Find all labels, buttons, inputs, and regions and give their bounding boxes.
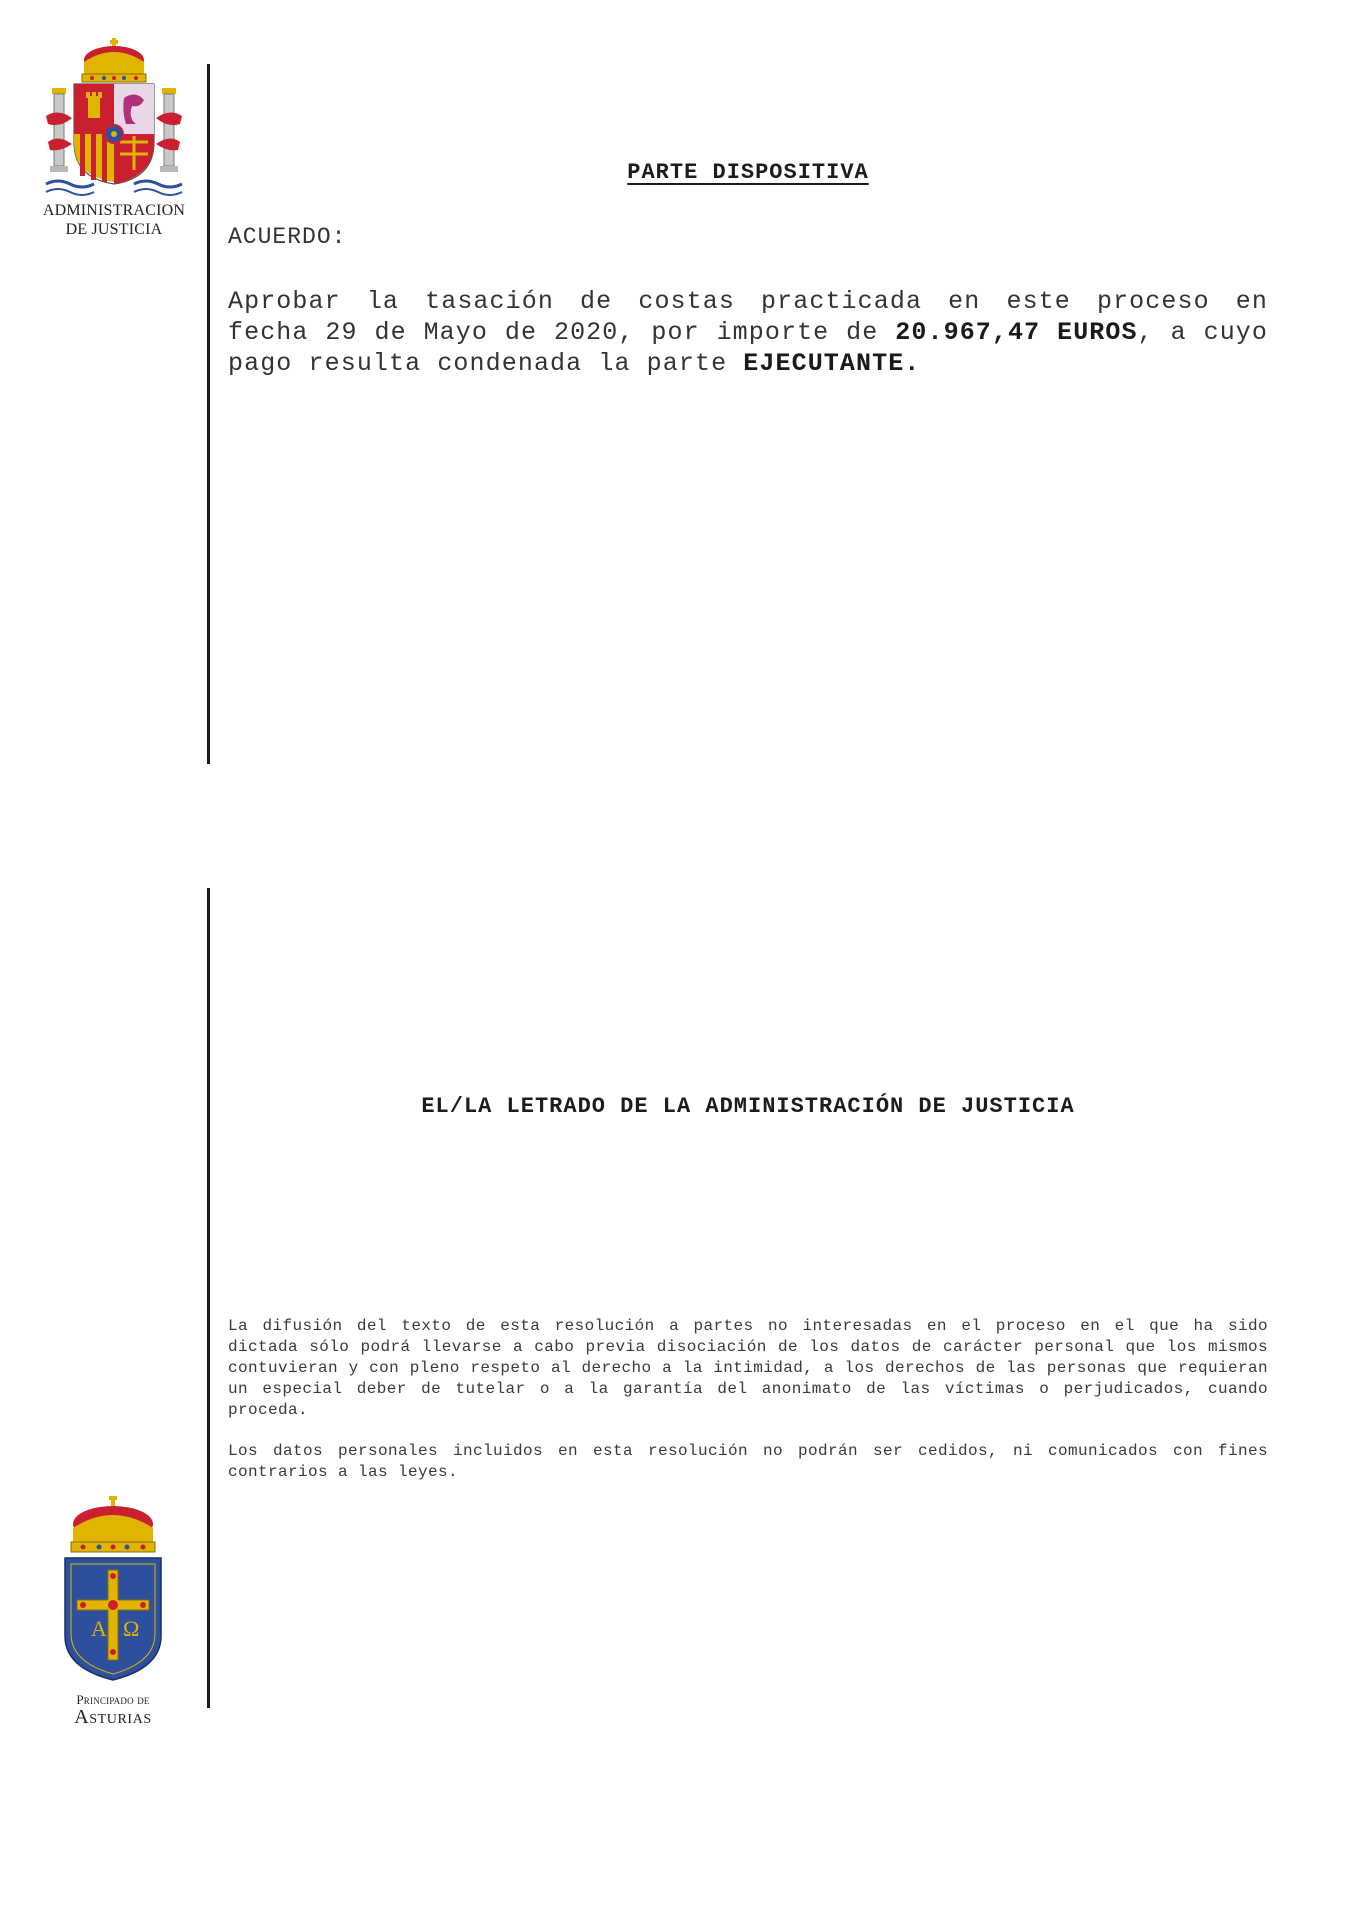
justicia-logo-line2: DE JUSTICIA: [65, 221, 163, 238]
asturias-coat-of-arms-icon: [61, 1496, 165, 1682]
signature-title: EL/LA LETRADO DE LA ADMINISTRACIÓN DE JUSTICIA: [421, 1094, 1075, 1119]
asturias-logo-line2: Asturias: [74, 1706, 152, 1728]
asturias-logo-line1: Principado de: [76, 1692, 150, 1707]
margin-rule-bottom: [207, 888, 210, 1708]
asturias-logo: [50, 1496, 176, 1729]
privacy-notice-2: Los datos personales incluidos en esta resolución no podrán ser cedidos, ni comunicados con fines contrarios a las leyes.: [228, 1442, 1268, 1481]
justicia-logo-line1: ADMINISTRACION: [42, 202, 186, 219]
svg-text:Ω: Ω: [123, 1616, 140, 1641]
resolution-text-2: , a cuyo pago resulta condenada la parte: [228, 318, 1268, 378]
resolution-text-1: Aprobar la tasación de costas practicada en este proceso en fecha 29 de Mayo de 2020, por importe de: [228, 287, 1268, 347]
document-heading: [0, 160, 1358, 185]
resolution-paragraph: [228, 286, 1268, 379]
acuerdo-label: ACUERDO:: [228, 224, 347, 250]
resolution-amount: 20.967,47 EUROS: [895, 318, 1138, 347]
privacy-notice-1: La difusión del texto de esta resolución a partes no interesadas en el proceso en el que ha sido dictada sólo podrá llevarse a cabo previa disociación de los datos de carácter personal que los mismos contuvieran y con pleno respeto al derecho a la intimidad, a los derechos de las personas que requieran un especial deber de tutelar o a la garantía del anonimato de las víctimas o perjudicados, cuando proceda.: [228, 1317, 1268, 1419]
document-heading-text: PARTE DISPOSITIVA: [627, 160, 869, 185]
resolution-party: EJECUTANTE.: [743, 349, 921, 378]
svg-text:Α: Α: [91, 1616, 107, 1641]
justicia-logo: [38, 38, 190, 238]
